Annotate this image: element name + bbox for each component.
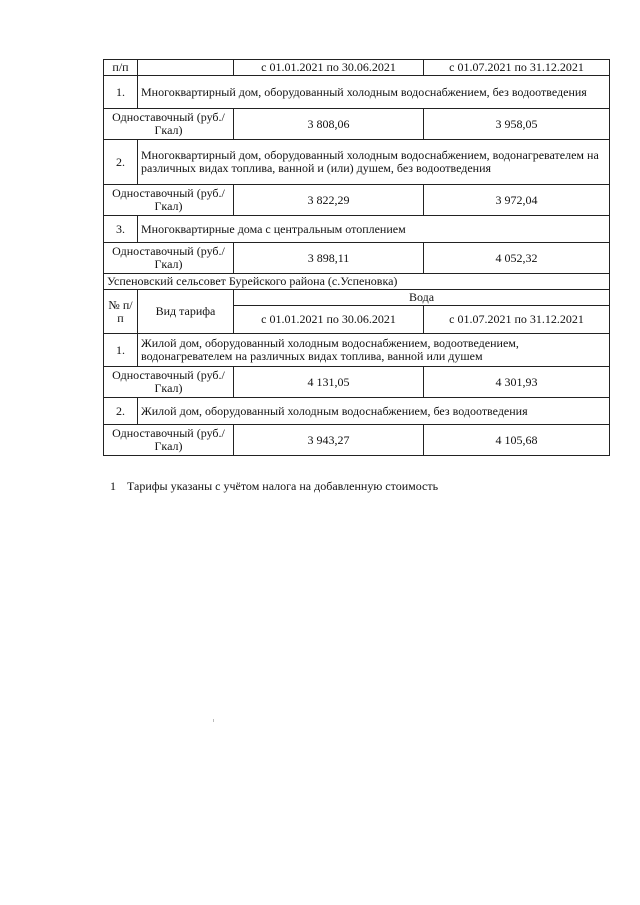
table-row — [104, 140, 610, 185]
tariff-value-1: 3 822,29 — [234, 185, 424, 216]
row-num: 2. — [104, 398, 138, 425]
tariff-type: Одноставочный (руб./Гкал) — [104, 367, 234, 398]
tariff-value-2: 4 105,68 — [424, 425, 610, 456]
tariff-value-1: 3 943,27 — [234, 425, 424, 456]
table-row — [104, 398, 610, 425]
tariff-value-2: 3 972,04 — [424, 185, 610, 216]
row-num: 3. — [104, 216, 138, 243]
header-tariff-type: Вид тарифа — [138, 290, 234, 334]
tariff-type: Одноставочный (руб./Гкал) — [104, 243, 234, 274]
table-header-row — [104, 290, 610, 306]
header-num: п/п — [104, 60, 138, 76]
header-period-1: с 01.01.2021 по 30.06.2021 — [234, 306, 424, 334]
tariff-value-2: 3 958,05 — [424, 109, 610, 140]
row-description: Многоквартирный дом, оборудованный холодным водоснабжением, водонагревателем на различных видах топлива, ванной и (или) душем, без водоотведения — [138, 140, 610, 185]
table-row — [104, 243, 610, 274]
tariff-value-1: 3 898,11 — [234, 243, 424, 274]
district-row — [104, 274, 610, 290]
tariff-value-1: 3 808,06 — [234, 109, 424, 140]
table-row — [104, 76, 610, 109]
row-description: Жилой дом, оборудованный холодным водоснабжением, без водоотведения — [138, 398, 610, 425]
header-period-1: с 01.01.2021 по 30.06.2021 — [234, 60, 424, 76]
tariff-value-2: 4 052,32 — [424, 243, 610, 274]
row-num: 1. — [104, 334, 138, 367]
header-num: № п/п — [104, 290, 138, 334]
table-row — [104, 185, 610, 216]
tariff-table — [103, 59, 610, 456]
footnote — [110, 479, 438, 494]
table-row — [104, 109, 610, 140]
tariff-type: Одноставочный (руб./Гкал) — [104, 185, 234, 216]
table-header-row — [104, 60, 610, 76]
district-title: Успеновский сельсовет Бурейского района (с.Успеновка) — [104, 274, 610, 290]
header-empty — [138, 60, 234, 76]
footnote-mark: 1 — [110, 479, 116, 493]
tariff-type: Одноставочный (руб./Гкал) — [104, 109, 234, 140]
header-period-2: с 01.07.2021 по 31.12.2021 — [424, 60, 610, 76]
tariff-type: Одноставочный (руб./Гкал) — [104, 425, 234, 456]
footnote-text: Тарифы указаны с учётом налога на добавленную стоимость — [127, 479, 439, 493]
scan-speck — [213, 719, 214, 722]
row-num: 1. — [104, 76, 138, 109]
table-row — [104, 367, 610, 398]
header-period-2: с 01.07.2021 по 31.12.2021 — [424, 306, 610, 334]
row-description: Многоквартирные дома с центральным отоплением — [138, 216, 610, 243]
header-group-water: Вода — [234, 290, 610, 306]
row-num: 2. — [104, 140, 138, 185]
row-description: Жилой дом, оборудованный холодным водоснабжением, водоотведением, водонагревателем на различных видах топлива, ванной или душем — [138, 334, 610, 367]
row-description: Многоквартирный дом, оборудованный холодным водоснабжением, без водоотведения — [138, 76, 610, 109]
tariff-value-2: 4 301,93 — [424, 367, 610, 398]
table-row — [104, 334, 610, 367]
tariff-value-1: 4 131,05 — [234, 367, 424, 398]
table-row — [104, 425, 610, 456]
table-row — [104, 216, 610, 243]
